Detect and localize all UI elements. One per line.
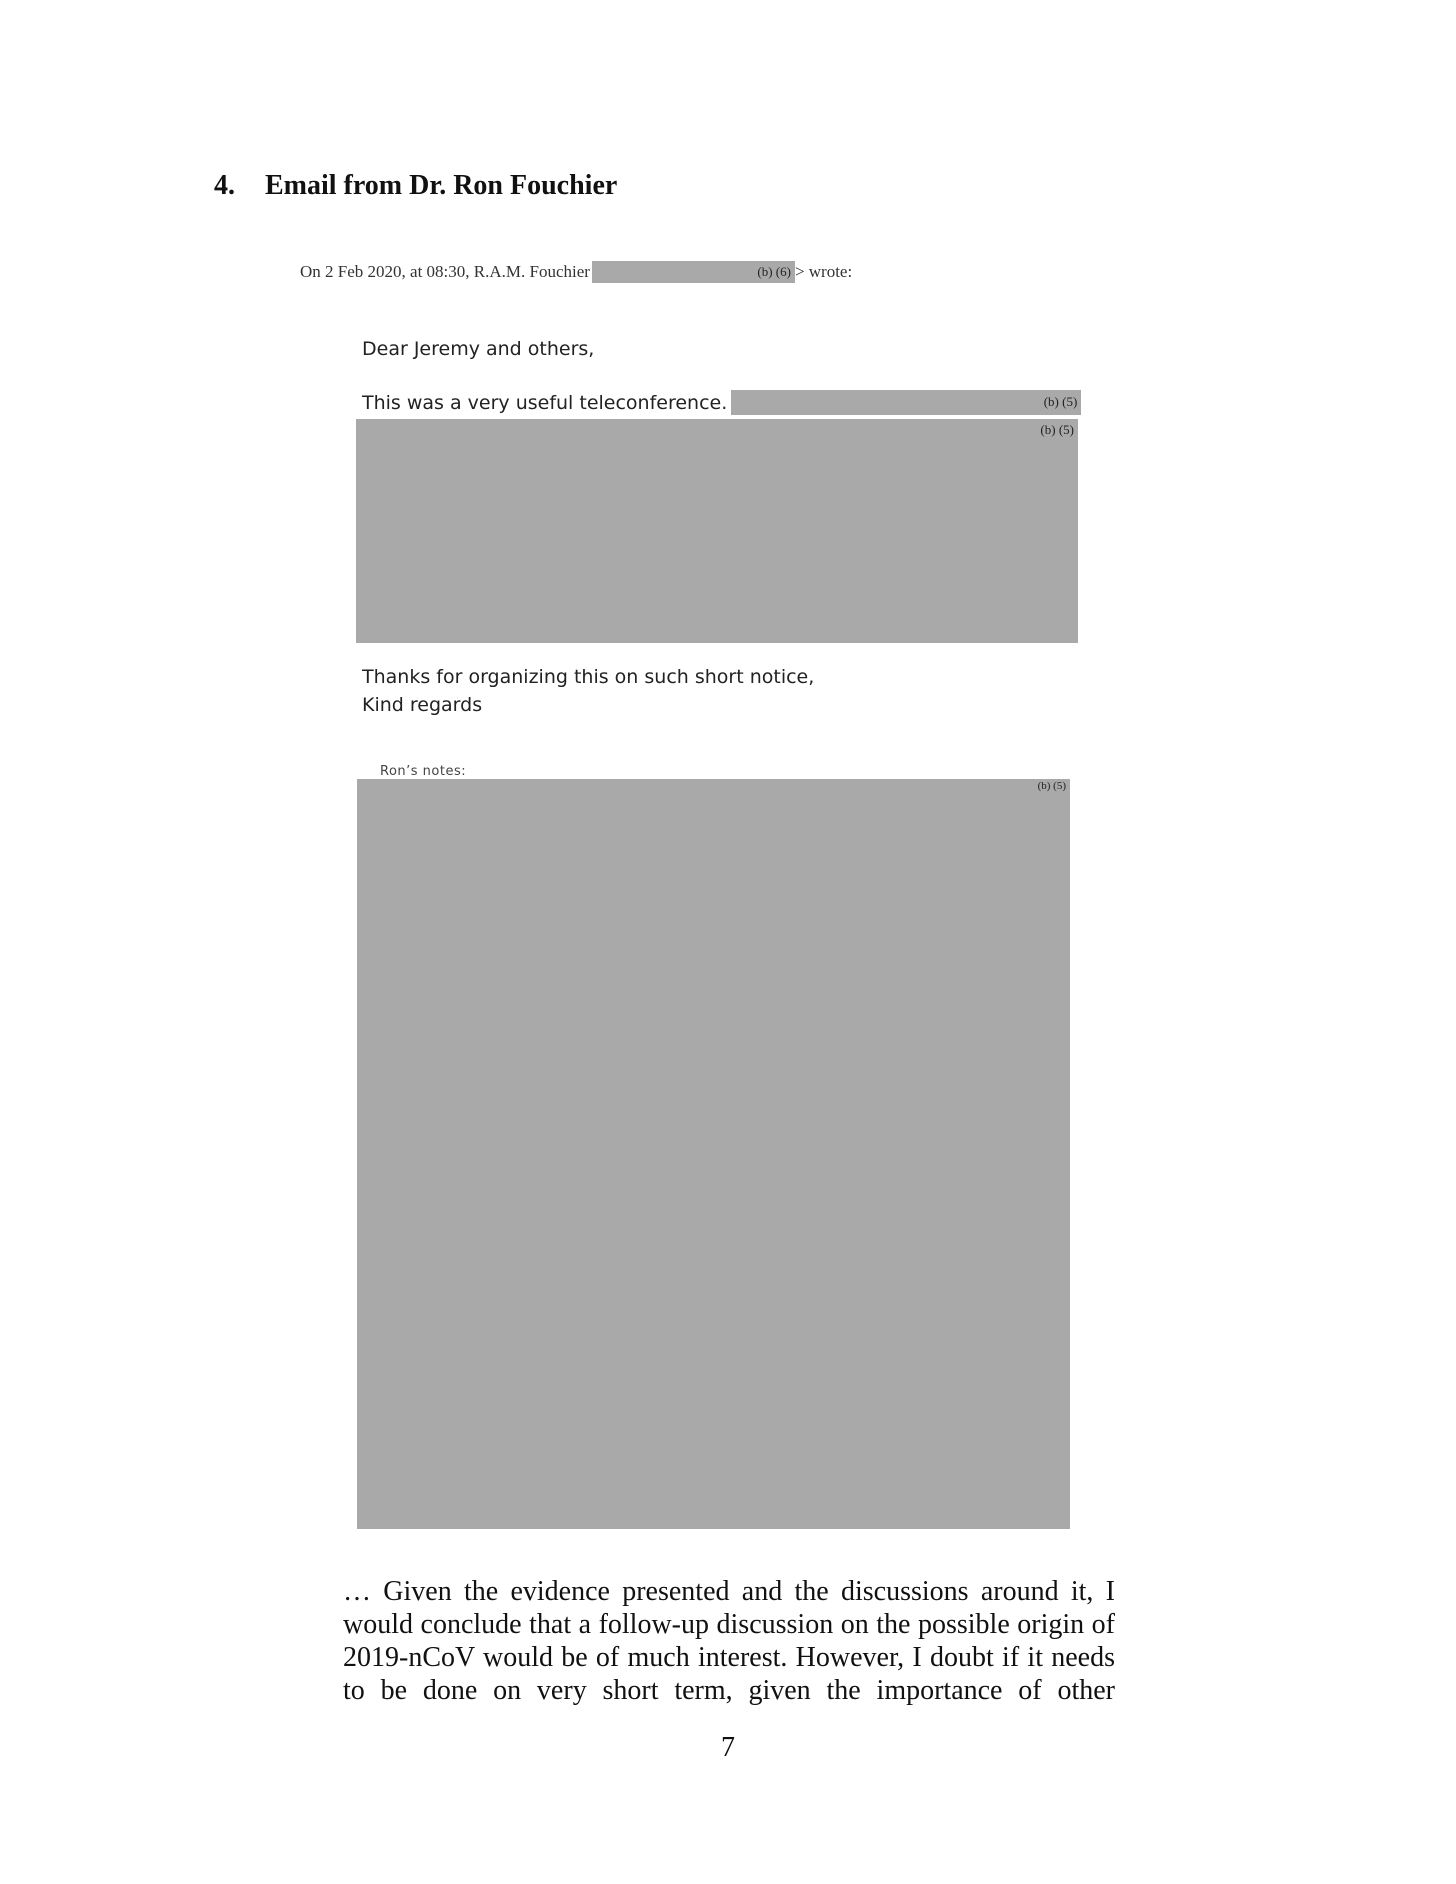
- redaction-block-email-body: [356, 419, 1078, 643]
- paragraph-line: … Given the evidence presented and the discussions around it, I: [343, 1576, 1115, 1607]
- email-header-prefix: On 2 Feb 2020, at 08:30, R.A.M. Fouchier: [300, 262, 590, 281]
- paragraph-line: to be done on very short term, given the importance of other: [343, 1675, 1115, 1706]
- email-header-line: [300, 261, 852, 283]
- paragraph-line: 2019-nCoV would be of much interest. However, I doubt if it needs: [343, 1642, 1115, 1673]
- redaction-code: (b) (6): [757, 264, 791, 279]
- email-signoff: Kind regards: [362, 694, 483, 716]
- paragraph-line: would conclude that a follow-up discussion on the possible origin of: [343, 1609, 1115, 1640]
- email-useful-line: [362, 390, 1081, 415]
- email-header-suffix: > wrote:: [794, 262, 853, 281]
- email-thanks: Thanks for organizing this on such short notice,: [362, 666, 815, 688]
- redaction-box-sender-address: [592, 261, 795, 283]
- redaction-code: (b) (5): [1040, 422, 1074, 437]
- page-number: 7: [721, 1732, 735, 1763]
- section-title: Email from Dr. Ron Fouchier: [265, 170, 618, 201]
- section-number: 4.: [214, 170, 235, 201]
- redaction-code: (b) (5): [1043, 394, 1078, 409]
- body-paragraph: [343, 1575, 1115, 1707]
- section-heading: [214, 170, 617, 202]
- redaction-block-notes: [357, 779, 1070, 1529]
- email-greeting: Dear Jeremy and others,: [362, 338, 595, 360]
- notes-label: Ron’s notes:: [380, 764, 467, 779]
- redaction-box-inline: [731, 390, 1081, 415]
- useful-line-text: This was a very useful teleconference.: [362, 391, 728, 414]
- redaction-code: (b) (5): [1037, 780, 1066, 792]
